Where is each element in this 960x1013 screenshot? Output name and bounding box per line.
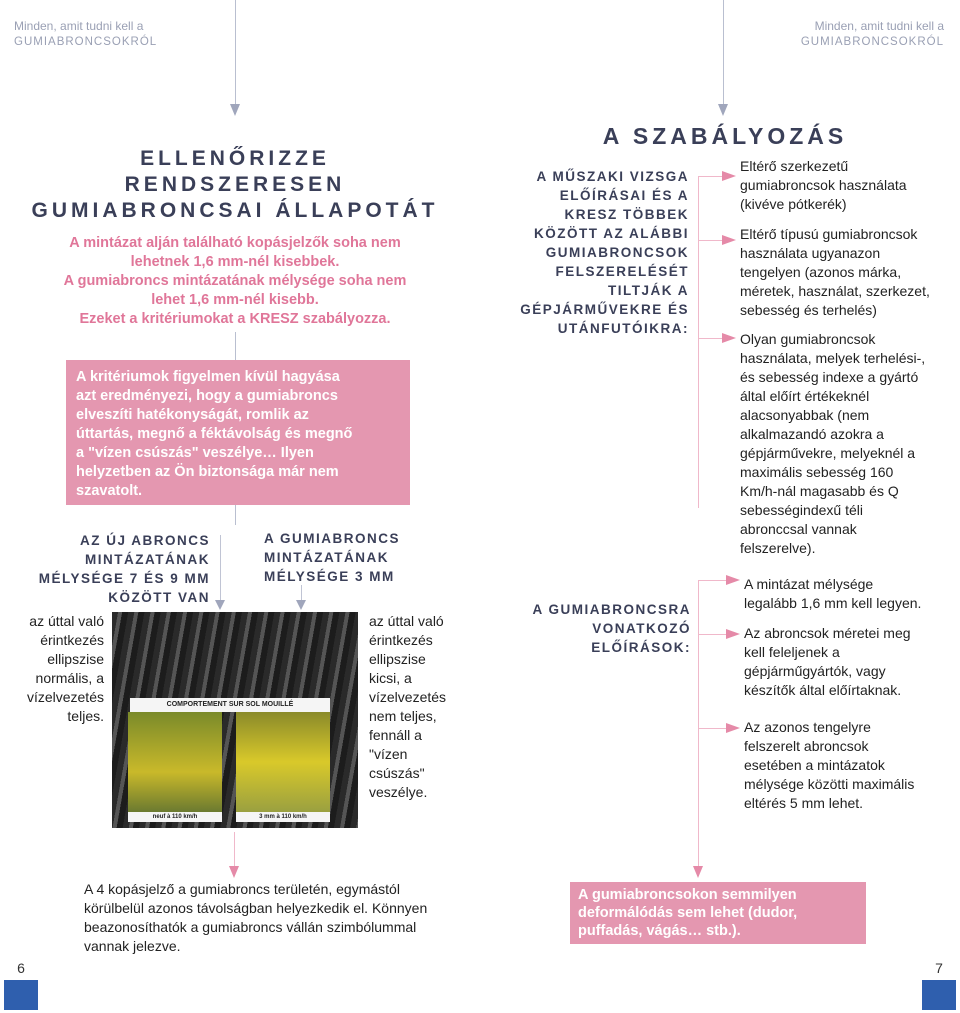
- text-line: Ezeket a kritériumokat a KRESZ szabályozza.: [79, 311, 391, 327]
- text-line: úttartás, megnő a féktávolság és megnő: [76, 426, 353, 442]
- new-tire-description: [14, 612, 104, 726]
- text-line: KRESZ TÖBBEK: [564, 207, 689, 222]
- text-line: ELŐÍRÁSOK:: [591, 640, 691, 655]
- bracket-arm: [698, 728, 728, 729]
- text-line: nem teljes,: [369, 708, 437, 724]
- text-line: A GUMIABRONCS: [264, 531, 400, 546]
- text-line: Az azonos tengelyre: [744, 719, 871, 735]
- wear-indicator-note: [84, 880, 474, 956]
- text-line: AZ ÚJ ABRONCS: [79, 533, 210, 548]
- text-line: A mintázat alján található kopásjelzők soha nem: [69, 235, 401, 251]
- text-line: gumiabroncsok használata: [740, 177, 907, 193]
- text-line: mélysége közötti maximális: [744, 776, 915, 792]
- tire-wet-road-photo: [112, 612, 358, 828]
- rule-item-3: [740, 330, 955, 558]
- text-line: ellipszise: [369, 651, 426, 667]
- text-line: kell feleljenek a: [744, 644, 840, 660]
- arrow-right-icon: [722, 333, 736, 343]
- text-line: méretek, használat, szerkezet,: [740, 283, 930, 299]
- text-line: vízelvezetés: [26, 689, 104, 705]
- text-line: használata, melyek terhelési-,: [740, 350, 926, 366]
- deformation-box: [570, 882, 866, 944]
- text-line: beazonosíthatók a gumiabroncs vállán szimbólummal: [84, 919, 417, 935]
- left-title: [20, 146, 450, 224]
- header-right-line1: Minden, amit tudni kell a: [814, 19, 944, 33]
- text-line: érintkezés: [40, 632, 104, 648]
- text-line: sebességindexű téli: [740, 502, 863, 518]
- text-line: A gumiabroncs mintázatának mélysége soha nem: [63, 273, 407, 289]
- text-line: körülbelül azonos távolságban helyezkedik el. Könnyen: [84, 900, 428, 916]
- arrow-down-icon: [230, 104, 240, 116]
- text-line: gépjárművekre, melyeknél a: [740, 445, 916, 461]
- text-line: felszerelt abroncsok: [744, 738, 869, 754]
- text-line: A gumiabroncsokon semmilyen: [578, 887, 797, 903]
- text-line: "vízen: [369, 746, 408, 762]
- text-line: tengelyen (azonos márka,: [740, 264, 902, 280]
- tire-rule-2: [744, 624, 954, 700]
- text-line: a "vízen csúszás" veszélye… Ilyen: [76, 445, 314, 461]
- text-line: csúszás": [369, 765, 425, 781]
- text-line: szavatolt.: [76, 483, 143, 499]
- right-title: A SZABÁLYOZÁS: [602, 123, 848, 149]
- worn-tire-heading: [264, 529, 454, 586]
- text-line: GÉPJÁRMŰVEKRE ÉS: [520, 302, 689, 317]
- text-line: használata ugyanazon: [740, 245, 881, 261]
- arrow-down-icon: [718, 104, 728, 116]
- text-line: A mintázat mélysége: [744, 576, 874, 592]
- text-line: puffadás, vágás… stb.).: [578, 923, 741, 939]
- text-line: KÖZÖTT VAN: [108, 590, 210, 605]
- text-line: alacsonyabbak (nem: [740, 407, 870, 423]
- text-line: VONATKOZÓ: [592, 621, 691, 636]
- bracket-arm: [698, 580, 728, 581]
- text-line: lehetnek 1,6 mm-nél kisebbek.: [130, 254, 340, 270]
- text-line: kicsi, a: [369, 670, 412, 686]
- text-line: MÉLYSÉGE 7 ÉS 9 MM: [38, 571, 210, 586]
- text-line: legalább 1,6 mm kell legyen.: [744, 595, 922, 611]
- text-line: Eltérő szerkezetű: [740, 158, 849, 174]
- arrow-right-icon: [722, 235, 736, 245]
- photo-caption-left: neuf à 110 km/h: [128, 812, 222, 822]
- worn-tire-description: [369, 612, 469, 802]
- text-line: GUMIABRONCSOK: [545, 245, 689, 260]
- text-line: által előírt értékeknél: [740, 388, 870, 404]
- text-line: alkalmazandó azokra a: [740, 426, 884, 442]
- text-line: UTÁNFUTÓIKRA:: [557, 321, 689, 336]
- left-title-line: RENDSZERESEN: [124, 173, 346, 196]
- text-line: fennáll a: [369, 727, 422, 743]
- arrow-down-icon: [693, 866, 703, 878]
- text-line: az úttal való: [369, 613, 444, 629]
- text-line: gépjárműgyártók, vagy: [744, 663, 886, 679]
- header-left: [14, 18, 157, 50]
- text-line: ELŐÍRÁSAI ÉS A: [559, 188, 689, 203]
- text-line: ellipszise: [47, 651, 104, 667]
- photo-banner: COMPORTEMENT SUR SOL MOUILLÉ: [130, 698, 330, 712]
- text-line: teljes.: [67, 708, 104, 724]
- text-line: érintkezés: [369, 632, 433, 648]
- text-line: vannak jelezve.: [84, 938, 181, 954]
- text-line: A 4 kopásjelző a gumiabroncs területén, egymástól: [84, 881, 400, 897]
- text-line: Az abroncsok méretei meg: [744, 625, 911, 641]
- connector-line: [235, 332, 236, 360]
- photo-caption-right: 3 mm à 110 km/h: [236, 812, 330, 822]
- arrow-down-icon: [296, 600, 306, 610]
- text-line: TILTJÁK A: [608, 283, 689, 298]
- text-line: azt eredményezi, hogy a gumiabroncs: [76, 388, 338, 404]
- text-line: FELSZERELÉSÉT: [555, 264, 689, 279]
- header-left-line1: Minden, amit tudni kell a: [14, 19, 144, 33]
- text-line: maximális sebesség 160: [740, 464, 894, 480]
- text-line: eltérés 5 mm lehet.: [744, 795, 864, 811]
- arrow-down-icon: [229, 866, 239, 878]
- text-line: Km/h-nál magasabb és Q: [740, 483, 899, 499]
- arrow-right-icon: [726, 723, 740, 733]
- page-number-left: 6: [17, 960, 25, 976]
- text-line: veszélye.: [369, 784, 428, 800]
- text-line: lehet 1,6 mm-nél kisebb.: [151, 292, 319, 308]
- header-right-line2: GUMIABRONCSOKRÓL: [800, 36, 944, 48]
- contact-patch-new: [128, 712, 222, 812]
- text-line: elveszíti hatékonyságát, romlik az: [76, 407, 309, 423]
- contact-patch-worn: [236, 712, 330, 812]
- arrow-down-icon: [215, 600, 225, 610]
- text-line: A GUMIABRONCSRA: [532, 602, 691, 617]
- tire-rule-3: [744, 718, 954, 813]
- connector-line: [235, 0, 236, 106]
- arrow-right-icon: [726, 575, 740, 585]
- connector-line: [723, 0, 724, 106]
- text-line: esetében a mintázatok: [744, 757, 885, 773]
- bracket-line: [698, 176, 699, 508]
- tire-rules-heading: [505, 600, 691, 657]
- text-line: abronccsal vannak: [740, 521, 857, 537]
- text-line: készítők által előírtaknak.: [744, 682, 902, 698]
- header-left-line2: GUMIABRONCSOKRÓL: [14, 36, 158, 48]
- left-title-line: ELLENŐRIZZE: [140, 147, 330, 170]
- text-line: A kritériumok figyelmen kívül hagyása: [76, 369, 340, 385]
- text-line: felszerelve).: [740, 540, 816, 556]
- text-line: MÉLYSÉGE 3 MM: [264, 569, 395, 584]
- text-line: deformálódás sem lehet (dudor,: [578, 905, 798, 921]
- text-line: normális, a: [35, 670, 104, 686]
- text-line: KÖZÖTT AZ ALÁBBI: [534, 226, 689, 241]
- text-line: (kivéve pótkerék): [740, 196, 847, 212]
- text-line: és sebesség indexe a gyártó: [740, 369, 919, 385]
- text-line: MINTÁZATÁNAK: [264, 550, 389, 565]
- text-line: A MŰSZAKI VIZSGA: [536, 169, 689, 184]
- wear-criteria-text: [20, 234, 450, 329]
- text-line: Olyan gumiabroncsok: [740, 331, 876, 347]
- text-line: sebesség és terhelés): [740, 302, 877, 318]
- text-line: vízelvezetés: [369, 689, 447, 705]
- text-line: Eltérő típusú gumiabroncsok: [740, 226, 918, 242]
- tire-rule-1: [744, 575, 954, 613]
- header-right: [801, 18, 944, 50]
- page-number-right: 7: [935, 960, 943, 976]
- regulation-heading: [505, 167, 689, 338]
- left-title-line: GUMIABRONCSAI ÁLLAPOTÁT: [31, 199, 439, 222]
- arrow-right-icon: [726, 629, 740, 639]
- page-marker-right: [922, 980, 956, 1010]
- rule-item-2: [740, 225, 955, 320]
- warning-box: [66, 360, 410, 505]
- connector-line: [220, 535, 221, 607]
- connector-line: [235, 505, 236, 525]
- new-tire-heading: [20, 531, 210, 607]
- connector-line: [234, 832, 235, 870]
- text-line: MINTÁZATÁNAK: [85, 552, 210, 567]
- bracket-arm: [698, 634, 728, 635]
- page-marker-left: [4, 980, 38, 1010]
- rule-item-1: [740, 157, 955, 214]
- arrow-right-icon: [722, 171, 736, 181]
- text-line: helyzetben az Ön biztonsága már nem: [76, 464, 339, 480]
- text-line: az úttal való: [29, 613, 104, 629]
